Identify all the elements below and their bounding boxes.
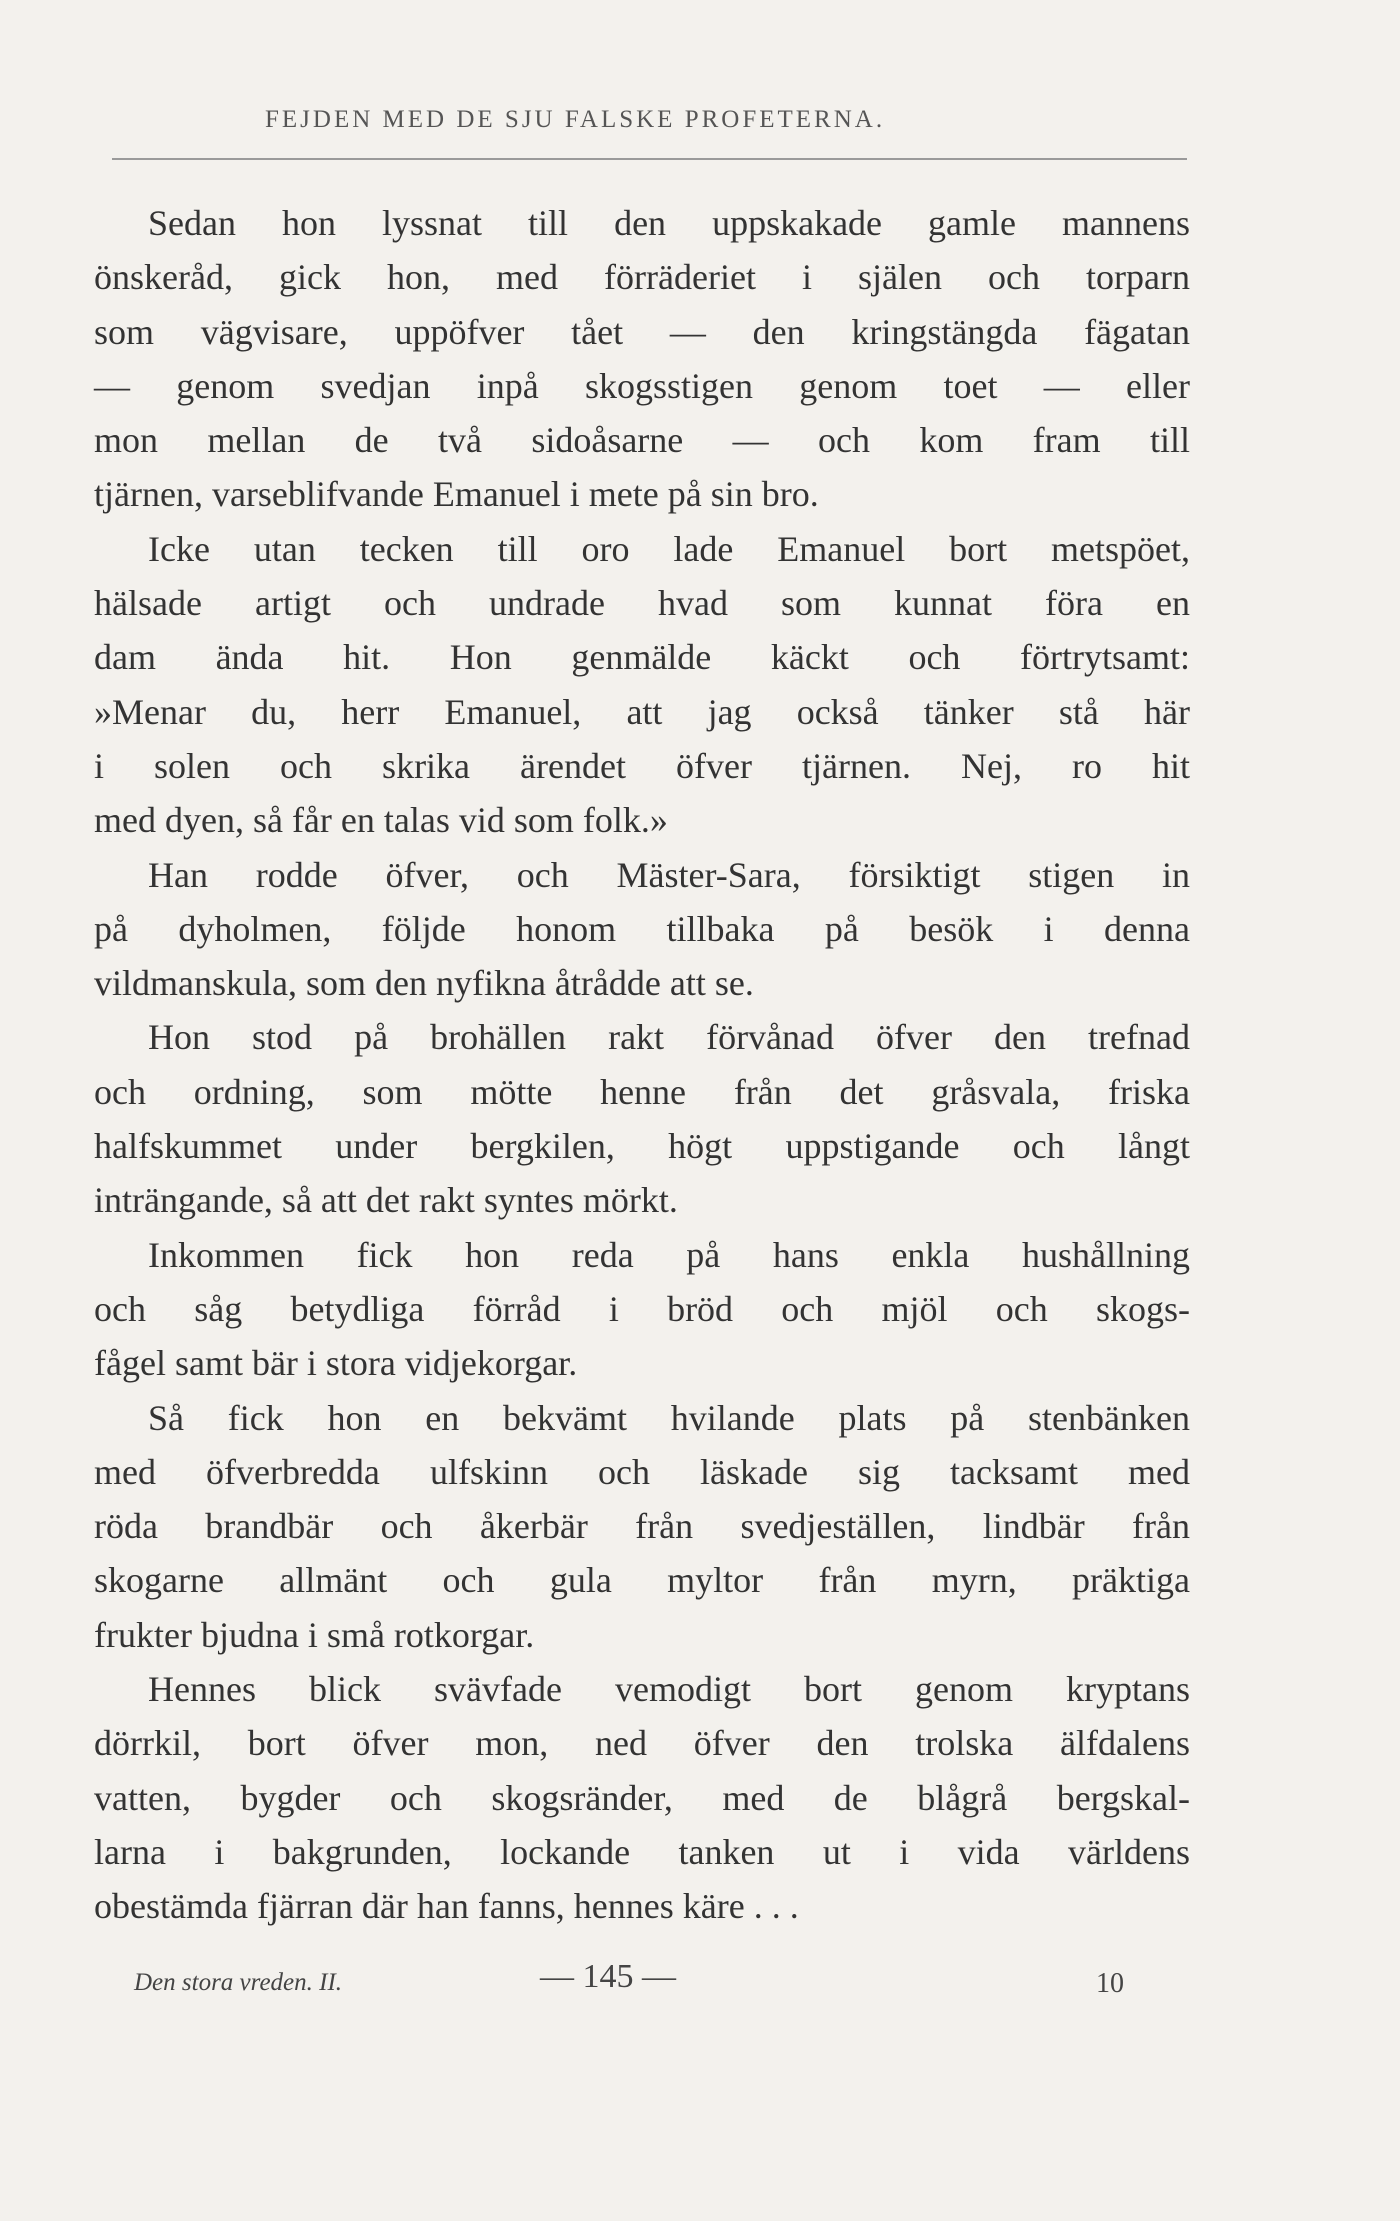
- text-line: med dyen, så får en talas vid som folk.»: [94, 800, 668, 841]
- text-line: Icke utan tecken till oro lade Emanuel bort metspöet,: [148, 528, 1190, 569]
- text-line: Hennes blick svävfade vemodigt bort genom kryptans: [148, 1669, 1190, 1710]
- text-line: Inkommen fick hon reda på hans enkla hushållning: [148, 1234, 1190, 1275]
- text-line: Hon stod på brohällen rakt förvånad öfver den trefnad: [148, 1017, 1190, 1058]
- text-line: »Menar du, herr Emanuel, att jag också tänker stå här: [94, 691, 1190, 732]
- text-line: önskeråd, gick hon, med förräderiet i själen och torparn: [94, 257, 1190, 298]
- text-line: halfskummet under bergkilen, högt uppstigande och långt: [94, 1126, 1190, 1167]
- text-line: och ordning, som mötte henne från det gråsvala, friska: [94, 1071, 1190, 1112]
- text-line: larna i bakgrunden, lockande tanken ut i vida världens: [94, 1831, 1190, 1872]
- text-line: skogarne allmänt och gula myltor från myrn, präktiga: [94, 1560, 1190, 1601]
- text-line: frukter bjudna i små rotkorgar.: [94, 1614, 535, 1655]
- text-line: dörrkil, bort öfver mon, ned öfver den trolska älfdalens: [94, 1723, 1190, 1764]
- text-line: tjärnen, varseblifvande Emanuel i mete på sin bro.: [94, 474, 819, 515]
- text-line: Han rodde öfver, och Mäster-Sara, försiktigt stigen in: [148, 854, 1190, 895]
- text-line: vatten, bygder och skogsränder, med de blågrå bergskal-: [94, 1777, 1190, 1818]
- text-line: hälsade artigt och undrade hvad som kunnat föra en: [94, 583, 1190, 624]
- text-line: fågel samt bär i stora vidjekorgar.: [94, 1343, 578, 1384]
- signature-mark: Den stora vreden. II.: [134, 1969, 343, 1996]
- text-line: Sedan hon lyssnat till den uppskakade gamle mannens: [148, 203, 1190, 243]
- text-line: som vägvisare, uppöfver tået — den kringstängda fägatan: [94, 311, 1190, 352]
- text-line: inträngande, så att det rakt syntes mörkt.: [94, 1180, 678, 1221]
- text-line: på dyholmen, följde honom tillbaka på besök i denna: [94, 908, 1190, 949]
- text-line: Så fick hon en bekvämt hvilande plats på stenbänken: [148, 1397, 1190, 1438]
- running-title: FEJDEN MED DE SJU FALSKE PROFETERNA.: [265, 106, 886, 133]
- text-line: vildmanskula, som den nyfikna åtrådde att se.: [94, 963, 754, 1004]
- sheet-number: 10: [1096, 1968, 1124, 1999]
- text-line: i solen och skrika ärendet öfver tjärnen. Nej, ro hit: [94, 745, 1190, 786]
- text-line: — genom svedjan inpå skogsstigen genom toet — eller: [94, 365, 1190, 406]
- text-line: mon mellan de två sidoåsarne — och kom fram till: [94, 420, 1190, 461]
- text-line: obestämda fjärran där han fanns, hennes käre . . .: [94, 1886, 799, 1927]
- text-line: röda brandbär och åkerbär från svedjeställen, lindbär från: [94, 1506, 1190, 1547]
- page-number: — 145 —: [540, 1958, 676, 1995]
- text-line: med öfverbredda ulfskinn och läskade sig tacksamt med: [94, 1451, 1190, 1492]
- text-line: dam ända hit. Hon genmälde käckt och förtrytsamt:: [94, 637, 1190, 678]
- header-rule: [112, 158, 1187, 160]
- text-line: och såg betydliga förråd i bröd och mjöl och skogs-: [94, 1288, 1190, 1329]
- page-body: [94, 196, 1190, 1934]
